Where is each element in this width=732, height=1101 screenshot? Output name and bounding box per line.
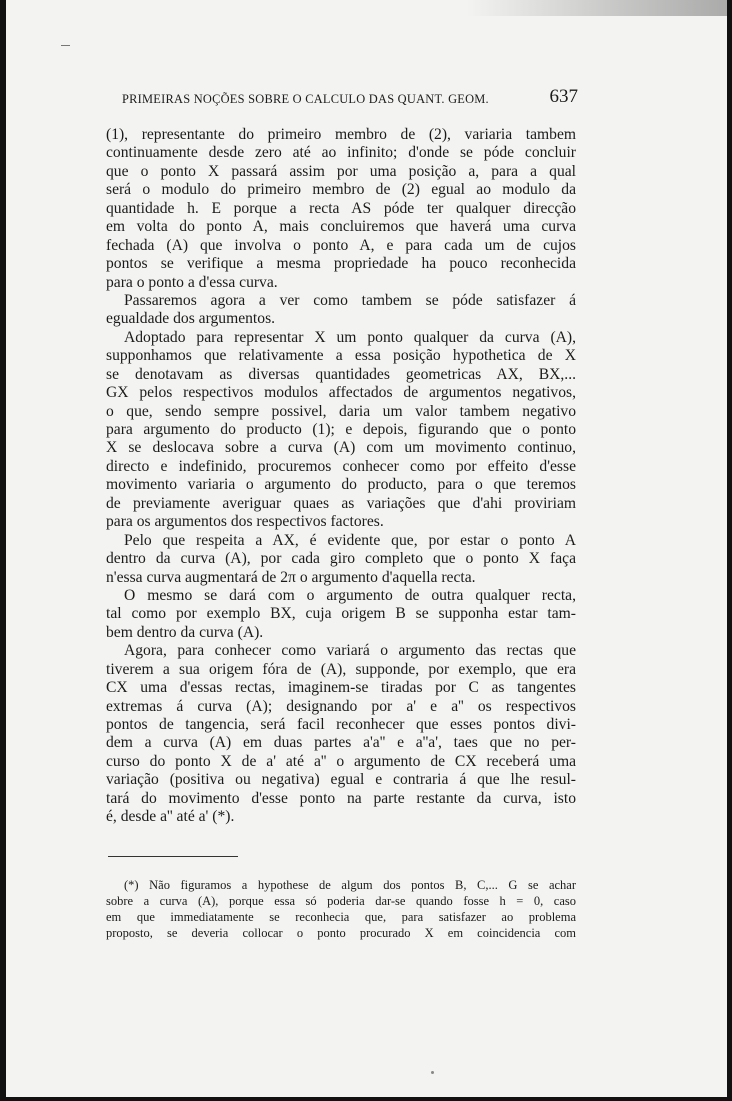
footnote-line: em que immediatamente se reconhecia que, para satisfazer ao problema	[106, 910, 576, 924]
text-line: extremas á curva (A); designando por a' e a'' os respectivos	[106, 697, 576, 715]
text-line: o que, sendo sempre possivel, daria um valor tambem negativo	[106, 402, 576, 420]
text-line: variação (positiva ou negativa) egual e contraria á que lhe resul-	[106, 771, 576, 789]
text-line: é, desde a'' até a' (*).	[106, 808, 235, 826]
text-line: movimento variaria o argumento do producto, para o que teremos	[106, 476, 576, 494]
footnote-line: sobre a curva (A), porque essa só poderia dar-se quando fosse h = 0, caso	[106, 894, 576, 908]
scan-shadow	[467, 0, 727, 16]
text-line: será o modulo do primeiro membro de (2) egual ao modulo da	[106, 181, 576, 199]
text-line: Adoptado para representar X um ponto qualquer da curva (A),	[124, 328, 576, 346]
text-line: para argumento do producto (1); e depois, figurando que o ponto	[106, 421, 576, 438]
text-line: se denotavam as diversas quantidades geometricas AX, BX,...	[106, 365, 576, 383]
body-text	[106, 126, 576, 827]
text-line: tará do movimento d'esse ponto na parte restante da curva, isto	[106, 789, 576, 807]
text-line: para o ponto a d'essa curva.	[106, 273, 278, 291]
text-line: quantidade h. E porque a recta AS póde ter qualquer direcção	[106, 199, 576, 217]
footnote	[106, 877, 576, 941]
text-line: para os argumentos dos respectivos factores.	[106, 513, 384, 531]
text-line: continuamente desde zero até ao infinito; d'onde se póde concluir	[106, 144, 576, 162]
footnote-line: (*) Não figuramos a hypothese de algum dos pontos B, C,... G se achar	[124, 878, 576, 892]
text-line: curso do ponto X de a' até a'' o argumento de CX receberá uma	[106, 752, 576, 770]
text-line: supponhamos que relativamente a essa posição hypothetica de X	[106, 347, 576, 365]
text-line: (1), representante do primeiro membro de (2), variaria tambem	[106, 126, 576, 143]
margin-mark	[61, 45, 70, 46]
text-line: tiverem a sua origem fóra de (A), supponde, por exemplo, que era	[106, 660, 576, 678]
text-line: CX uma d'essas rectas, imaginem-se tiradas por C as tangentes	[106, 679, 576, 697]
text-line: Passaremos agora a ver como tambem se póde satisfazer á	[124, 291, 576, 309]
text-line: GX pelos respectivos modulos affectados de argumentos negativos,	[106, 384, 576, 402]
text-line: bem dentro da curva (A).	[106, 623, 264, 641]
text-line: Pelo que respeita a AX, é evidente que, por estar o ponto A	[124, 531, 576, 549]
scan-speck	[431, 1071, 434, 1074]
text-line: directo e indefinido, procuremos conhecer como por effeito d'esse	[106, 457, 576, 475]
text-line: O mesmo se dará com o argumento de outra qualquer recta,	[124, 586, 576, 604]
text-line: que o ponto X passará assim por uma posição a, para a qual	[106, 162, 576, 180]
text-line: dentro da curva (A), por cada giro completo que o ponto X faça	[106, 550, 576, 568]
text-line: de previamente averiguar quaes as variações que d'ahi proviriam	[106, 494, 576, 512]
text-line: X se deslocava sobre a curva (A) com um movimento continuo,	[106, 439, 576, 457]
text-line: em volta do ponto A, mais concluiremos que haverá uma curva	[106, 218, 576, 236]
text-line: pontos se verifique a mesma propriedade ha pouco reconhecida	[106, 255, 576, 273]
text-line: n'essa curva augmentará de 2π o argumento d'aquella recta.	[106, 568, 476, 586]
page-number: 637	[549, 86, 578, 107]
running-title: PRIMEIRAS NOÇÕES SOBRE O CALCULO DAS QUANT. GEOM.	[122, 92, 489, 106]
text-line: dem a curva (A) em duas partes a'a'' e a''a', taes que no per-	[106, 734, 576, 752]
text-line: egualdade dos argumentos.	[106, 310, 276, 328]
text-line: fechada (A) que involva o ponto A, e para cada um de cujos	[106, 236, 576, 254]
footnote-divider	[108, 856, 238, 857]
text-line: Agora, para conhecer como variará o argumento das rectas que	[124, 642, 576, 660]
text-line: tal como por exemplo BX, cuja origem B se supponha estar tam-	[106, 605, 576, 623]
running-head	[122, 86, 578, 110]
text-line: pontos de tangencia, será facil reconhecer que esses pontos divi-	[106, 716, 576, 733]
footnote-line: proposto, se deveria collocar o ponto procurado X em coincidencia com	[106, 926, 576, 940]
